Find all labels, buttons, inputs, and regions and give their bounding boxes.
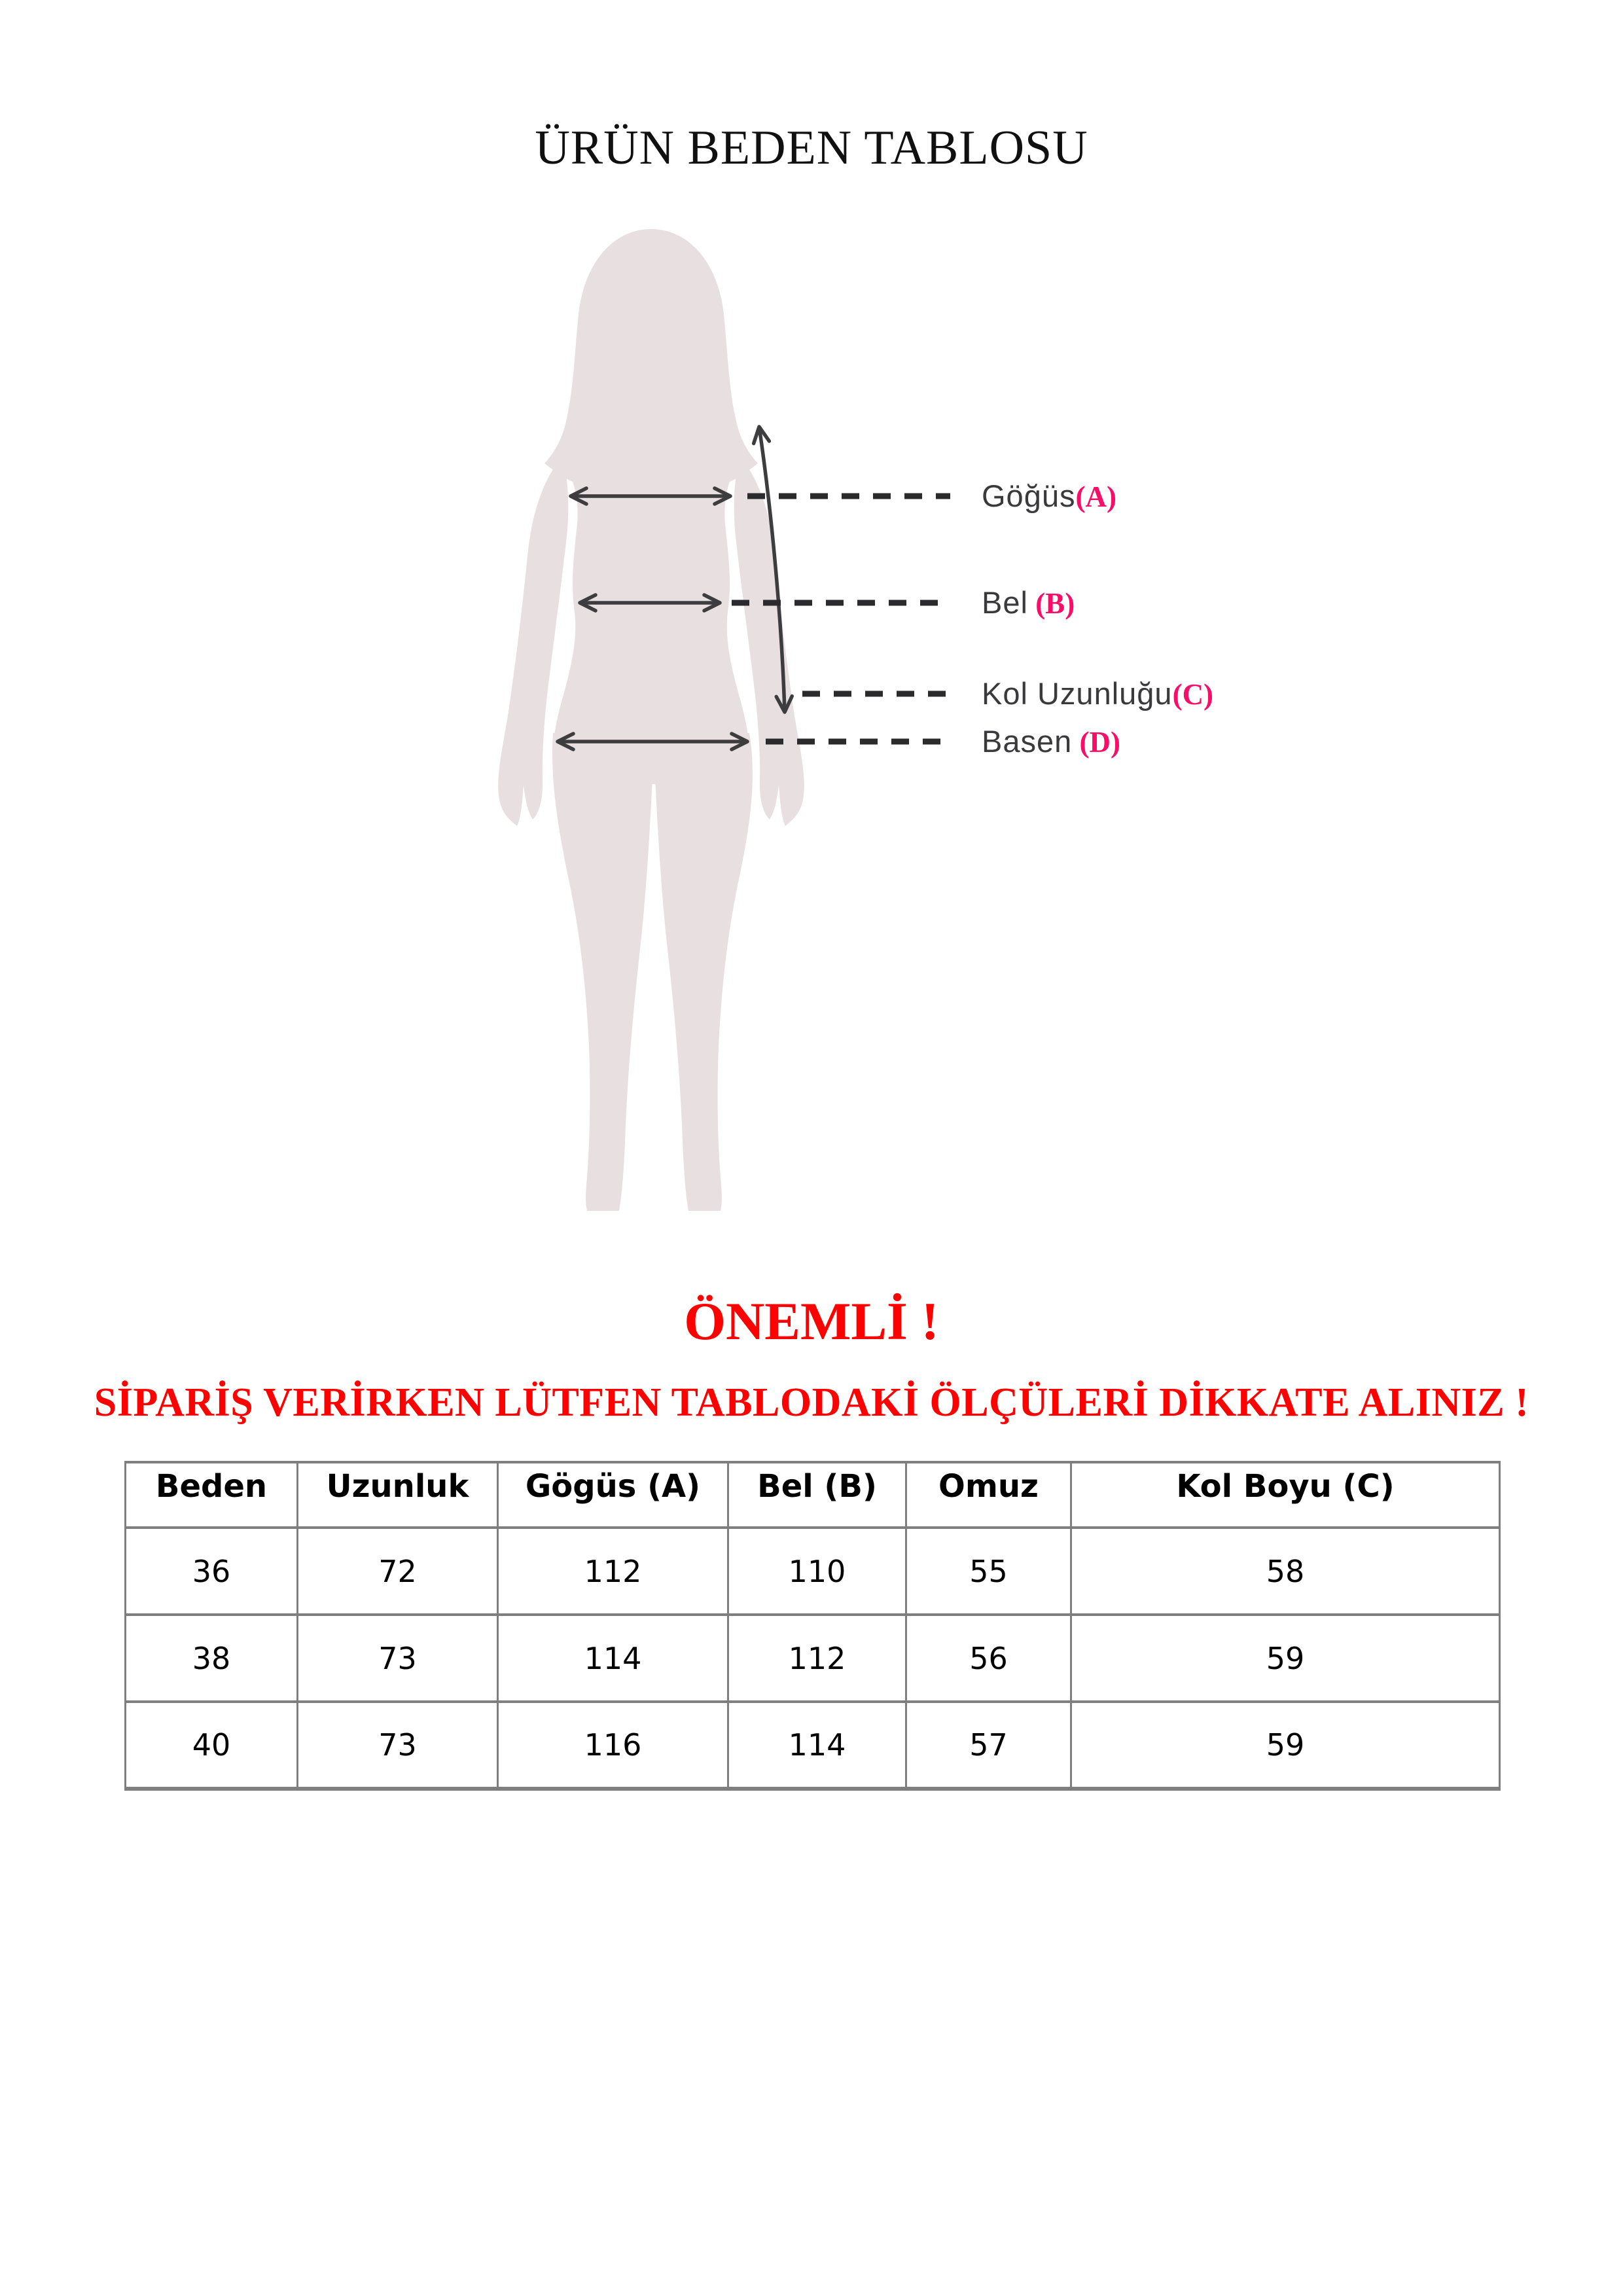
label-hip: [982, 721, 1120, 762]
label-arm-length-text: Kol Uzunluğu: [982, 676, 1173, 711]
size-cell: 114: [498, 1615, 728, 1702]
header-cell-kol-boyu: Kol Boyu (C): [1071, 1462, 1500, 1528]
order-warning-text: SİPARİŞ VERİRKEN LÜTFEN TABLODAKİ ÖLÇÜLERİ DİKKATE ALINIZ !: [94, 1380, 1529, 1425]
size-cell: 110: [728, 1528, 906, 1615]
size-table-header-row: [126, 1462, 1500, 1528]
label-hip-letter: (D): [1072, 726, 1120, 759]
header-cell-bel: Bel (B): [728, 1462, 906, 1528]
size-cell: 36: [126, 1528, 298, 1615]
table-row-size-38: [126, 1615, 1500, 1702]
size-cell: 38: [126, 1615, 298, 1702]
woman-silhouette: [498, 229, 804, 1211]
size-cell: 59: [1071, 1615, 1500, 1702]
important-heading: ÖNEMLİ !: [684, 1291, 939, 1351]
header-cell-uzunluk: Uzunluk: [298, 1462, 498, 1528]
size-cell: 57: [906, 1702, 1071, 1789]
label-chest: [982, 475, 1116, 517]
label-hip-text: Basen: [982, 724, 1073, 759]
size-cell: 55: [906, 1528, 1071, 1615]
label-arm-length-letter: (C): [1172, 678, 1214, 711]
page-title: ÜRÜN BEDEN TABLOSU: [535, 121, 1088, 175]
size-cell: 114: [728, 1702, 906, 1789]
table-row-size-36: [126, 1528, 1500, 1615]
size-cell: 73: [298, 1615, 498, 1702]
label-arm-length: [982, 673, 1213, 715]
silhouette-right-leg: [654, 733, 753, 1211]
size-cell: 56: [906, 1615, 1071, 1702]
size-cell: 112: [498, 1528, 728, 1615]
label-chest-text: Göğüs: [982, 478, 1076, 513]
label-waist: [982, 582, 1075, 624]
size-table: [124, 1461, 1501, 1791]
header-cell-omuz: Omuz: [906, 1462, 1071, 1528]
size-cell: 58: [1071, 1528, 1500, 1615]
silhouette-left-leg: [552, 733, 652, 1211]
label-waist-text: Bel: [982, 585, 1028, 620]
size-cell: 116: [498, 1702, 728, 1789]
label-waist-letter: (B): [1027, 587, 1075, 620]
header-cell-beden: Beden: [126, 1462, 298, 1528]
size-cell: 73: [298, 1702, 498, 1789]
table-row-size-40: [126, 1702, 1500, 1789]
size-cell: 40: [126, 1702, 298, 1789]
size-cell: 112: [728, 1615, 906, 1702]
header-cell-gogus: Gögüs (A): [498, 1462, 728, 1528]
silhouette-torso: [553, 440, 750, 784]
label-chest-letter: (A): [1075, 480, 1116, 513]
size-cell: 72: [298, 1528, 498, 1615]
body-measurement-diagram: [458, 216, 1283, 1237]
size-cell: 59: [1071, 1702, 1500, 1789]
